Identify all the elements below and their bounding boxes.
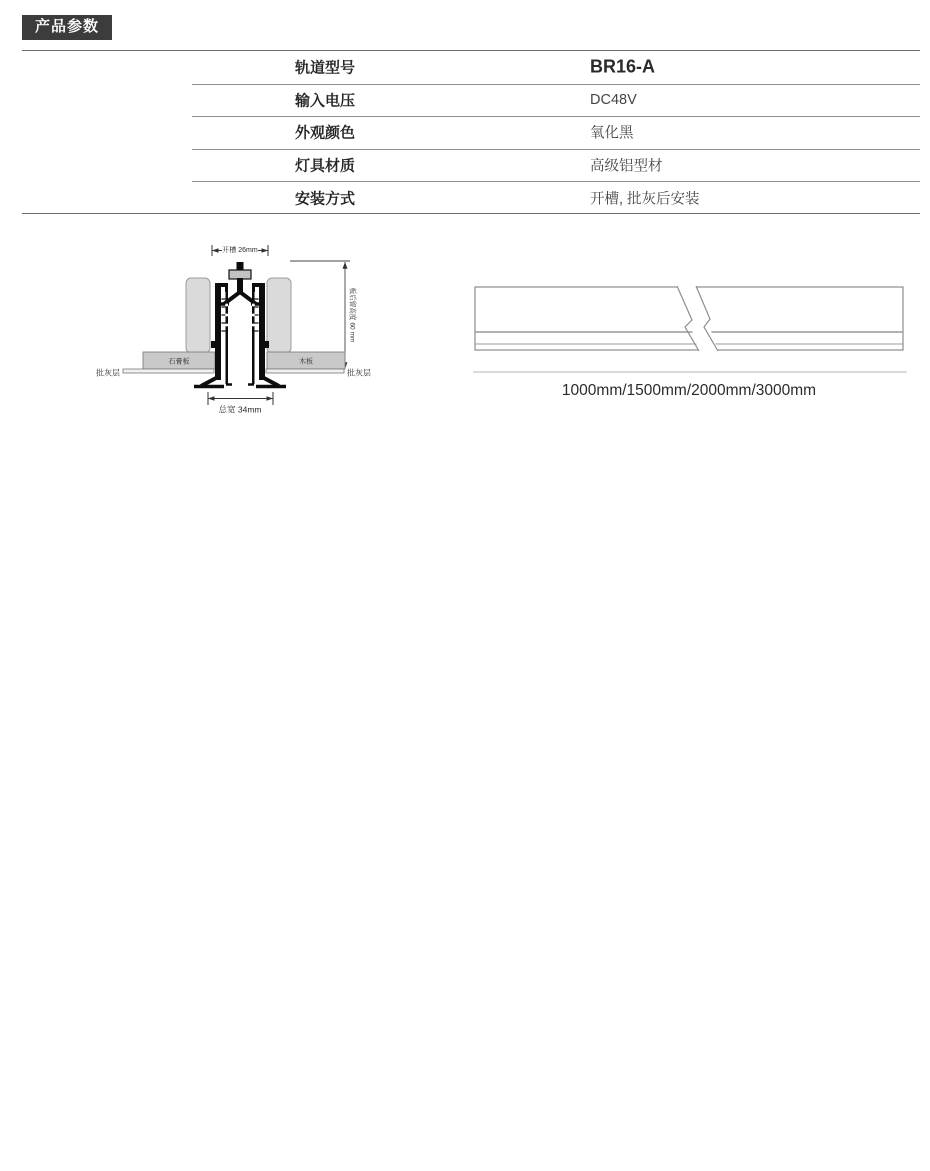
section-title: 产品参数	[35, 18, 100, 35]
available-lengths-label: 1000mm/1500mm/2000mm/3000mm	[561, 382, 817, 399]
rear-height-label: 板后留高度 60 mm	[348, 287, 356, 343]
row-label-track-model: 轨道型号	[295, 59, 356, 77]
total-width-dimension	[208, 392, 273, 405]
row-label-installation: 安装方式	[295, 190, 356, 208]
table-row	[22, 181, 920, 214]
dim-arrow-right	[262, 248, 269, 253]
dim-arrow-left	[208, 396, 215, 401]
slot-width-label: 开槽 26mm	[222, 247, 258, 254]
plaster-layer-right-strip	[266, 369, 344, 373]
section-title-badge	[22, 15, 112, 40]
dim-arrow-up	[343, 262, 348, 269]
row-value-material: 高级铝型材	[590, 158, 663, 175]
filler-block-left	[186, 278, 210, 353]
mounting-nut	[229, 270, 251, 279]
row-label-material: 灯具材质	[295, 157, 356, 175]
gypsum-board-label: 石膏板	[168, 358, 190, 366]
table-row	[22, 116, 920, 149]
wood-board-label: 木板	[299, 358, 313, 366]
row-value-input-voltage: DC48V	[590, 91, 637, 108]
table-row	[22, 84, 920, 117]
plaster-layer-left-label: 批灰层	[96, 368, 120, 378]
row-label-input-voltage: 输入电压	[295, 92, 356, 110]
cross-section-diagram	[88, 235, 378, 415]
table-row	[22, 149, 920, 182]
plaster-layer-right-label: 批灰层	[347, 368, 371, 378]
plaster-layer-left-strip	[123, 369, 214, 373]
filler-block-right	[267, 278, 291, 353]
spec-table	[22, 50, 920, 214]
table-row	[22, 51, 920, 84]
row-value-installation: 开槽, 批灰后安装	[590, 191, 700, 208]
row-label-color: 外观颜色	[295, 124, 356, 142]
row-value-track-model: BR16-A	[590, 56, 656, 77]
total-width-label: 总宽 34mm	[218, 404, 262, 415]
row-value-color: 氧化黑	[590, 125, 634, 142]
dim-arrow-left	[212, 248, 219, 253]
track-length-diagram	[465, 280, 915, 400]
dim-arrow-right	[267, 396, 274, 401]
